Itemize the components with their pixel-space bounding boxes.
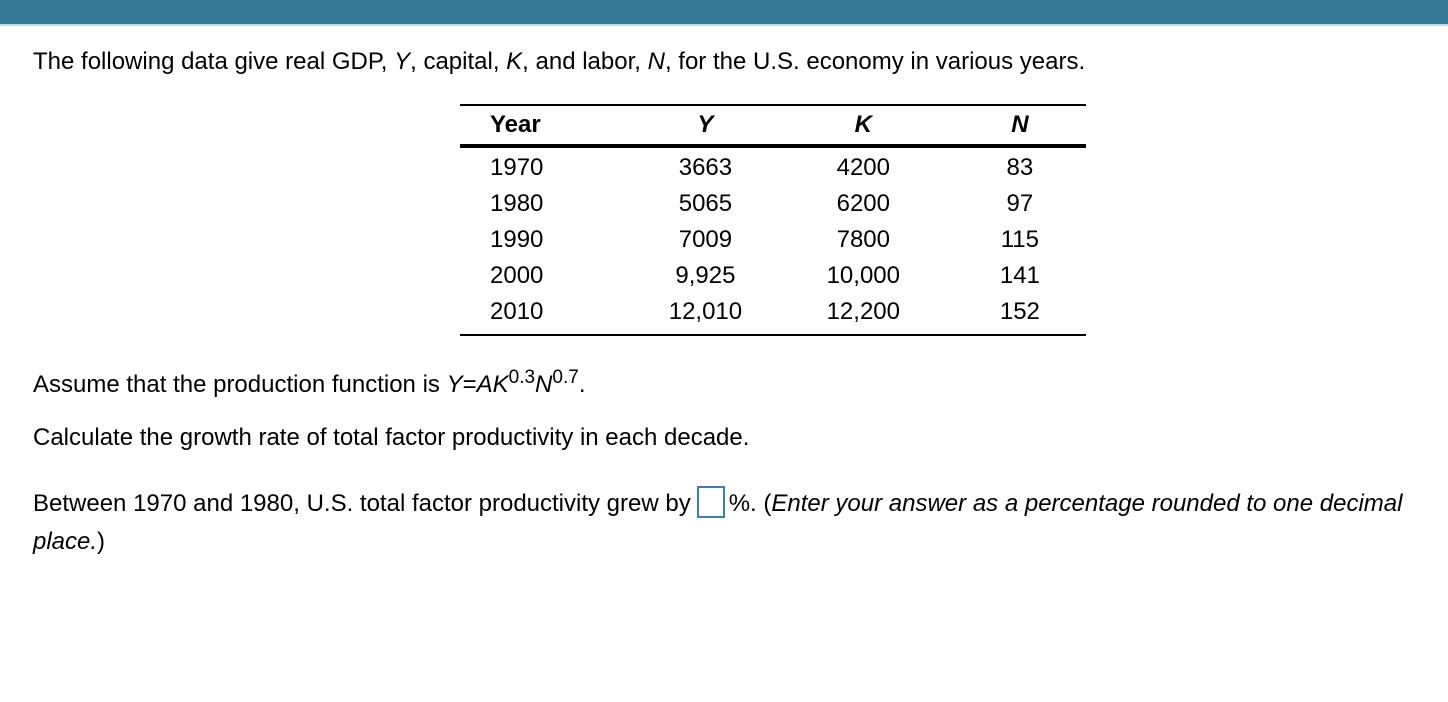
- cell-year: 1980: [490, 190, 544, 217]
- question-after-box: %. (: [728, 490, 772, 517]
- cell-k: 10,000: [826, 262, 900, 289]
- header-year: Year: [490, 111, 541, 138]
- question-text: [33, 485, 1433, 561]
- cell-y: 12,010: [668, 298, 743, 325]
- production-function-statement: [33, 360, 585, 403]
- formula-k-exponent: 0.3: [508, 367, 536, 388]
- cell-k: 7800: [836, 226, 890, 253]
- header-k: K: [854, 111, 872, 138]
- calc-instruction: Calculate the growth rate of total factor productivity in each decade.: [33, 424, 750, 451]
- cell-k: 4200: [836, 154, 890, 181]
- assume-suffix: .: [578, 371, 586, 398]
- cell-k: 6200: [836, 190, 890, 217]
- question-prefix: Between 1970 and 1980, U.S. total factor productivity grew by: [33, 490, 691, 517]
- cell-year: 1990: [490, 226, 544, 253]
- cell-y: 3663: [678, 154, 733, 181]
- cell-y: 5065: [678, 190, 733, 217]
- formula-n-exponent: 0.7: [552, 367, 579, 388]
- intro-text: The following data give real GDP, Y, capital, K, and labor, N, for the U.S. economy in various years.: [33, 48, 1086, 75]
- table-row: [460, 186, 1086, 222]
- table-row: [460, 146, 1086, 186]
- cell-n: 97: [1006, 190, 1034, 217]
- assume-prefix: Assume that the production function is: [33, 371, 447, 398]
- top-banner: [0, 0, 1448, 24]
- formula-ak: AK: [476, 371, 509, 398]
- table-row: [460, 222, 1086, 258]
- answer-input[interactable]: [697, 486, 725, 518]
- cell-y: 9,925: [675, 262, 736, 289]
- question-note: Enter your answer as a percentage rounded to one decimal place.: [33, 490, 1403, 555]
- table-row: [460, 258, 1086, 294]
- production-function-formula: [446, 367, 579, 398]
- cell-n: 115: [1000, 226, 1039, 253]
- top-banner-divider: [0, 24, 1448, 26]
- cell-n: 83: [1006, 154, 1034, 181]
- cell-n: 152: [999, 298, 1040, 325]
- table-header-row: [460, 105, 1086, 146]
- header-y: Y: [697, 111, 714, 138]
- data-table: [460, 104, 1086, 336]
- cell-k: 12,200: [826, 298, 900, 325]
- header-n: N: [1011, 111, 1029, 138]
- formula-y: Y: [446, 371, 463, 398]
- cell-year: 2010: [490, 298, 544, 325]
- cell-year: 1970: [490, 154, 544, 181]
- cell-y: 7009: [678, 226, 733, 253]
- cell-year: 2000: [490, 262, 544, 289]
- formula-n: N: [535, 371, 553, 398]
- table-row: [460, 294, 1086, 335]
- cell-n: 141: [999, 262, 1040, 289]
- question-close: ): [97, 528, 106, 555]
- formula-equals: =: [462, 371, 477, 398]
